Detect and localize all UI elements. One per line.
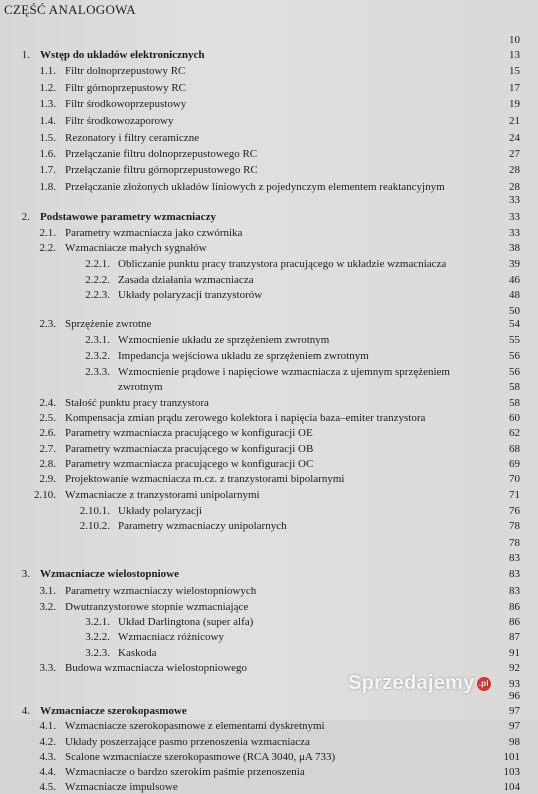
toc-entry-number: 2.3. bbox=[39, 318, 56, 330]
toc-entry-number: 3.1. bbox=[39, 585, 56, 597]
toc-entry-page: 91 bbox=[509, 647, 520, 659]
toc-entry-number: 2.1. bbox=[39, 227, 56, 239]
toc-entry-title: Dwutranzystorowe stopnie wzmacniające bbox=[65, 601, 249, 613]
toc-entry bbox=[0, 180, 520, 194]
toc-entry-title: Wzmacniacze wielostopniowe bbox=[40, 568, 179, 580]
toc-entry-title: Filtr środkowoprzepustowy bbox=[65, 98, 187, 110]
toc-entry-page: 104 bbox=[503, 781, 520, 793]
toc-entry-page: 13 bbox=[509, 49, 520, 61]
toc-entry bbox=[0, 97, 520, 111]
toc-entry-page: 62 bbox=[509, 427, 520, 439]
toc-entry bbox=[0, 630, 520, 644]
toc-entry-number: 2.2.1. bbox=[85, 258, 110, 270]
toc-entry-title: Kaskoda bbox=[118, 647, 157, 659]
toc-entry-page: 92 bbox=[509, 662, 520, 674]
toc-entry-number: 3.2.2. bbox=[85, 631, 110, 643]
toc-entry bbox=[0, 193, 520, 207]
toc-entry-number: 1.3. bbox=[39, 98, 56, 110]
toc-entry-number: 2.8. bbox=[39, 458, 56, 470]
toc-entry bbox=[0, 442, 520, 456]
toc-entry-title: Rezonatory i filtry ceramiczne bbox=[65, 132, 200, 144]
toc-entry bbox=[0, 241, 520, 255]
toc-entry-number: 1.6. bbox=[39, 148, 56, 160]
toc-entry bbox=[0, 210, 520, 224]
toc-entry bbox=[0, 64, 520, 78]
toc-entry bbox=[0, 504, 520, 518]
toc-entry-number: 2.10.2. bbox=[79, 520, 110, 532]
toc-entry-number: 3.3. bbox=[39, 662, 56, 674]
toc-entry-page: 56 bbox=[509, 350, 520, 362]
toc-entry-number: 2.5. bbox=[39, 412, 56, 424]
toc-entry bbox=[0, 584, 520, 598]
toc-entry bbox=[0, 396, 520, 410]
toc-entry-number: 2. bbox=[21, 211, 30, 223]
toc-entry-page: 98 bbox=[509, 736, 520, 748]
toc-entry-title: Parametry wzmacniacza jako czwórnika bbox=[65, 227, 243, 239]
toc-entry-page: 38 bbox=[509, 242, 520, 254]
toc-entry-title: Wzmacniacze szerokopasmowe z elementami dyskretnymi bbox=[65, 720, 325, 732]
toc-entry-page: 76 bbox=[509, 505, 520, 517]
toc-entry-number: 2.10. bbox=[34, 489, 56, 501]
toc-entry-page: 78 bbox=[509, 537, 520, 549]
toc-entry-page: 83 bbox=[509, 552, 520, 564]
toc-entry-page: 60 bbox=[509, 412, 520, 424]
toc-entry-title: Wstęp do układów elektronicznych bbox=[40, 49, 205, 61]
toc-entry-title: Parametry wzmacniacza pracującego w konfiguracji OC bbox=[65, 458, 314, 470]
toc-entry-number: 1.7. bbox=[39, 164, 56, 176]
toc-entry bbox=[0, 519, 520, 533]
toc-entry-page: 19 bbox=[509, 98, 520, 110]
toc-entry-title: Wzmacniacze o bardzo szerokim paśmie przenoszenia bbox=[65, 766, 305, 778]
toc-entry-page: 96 bbox=[509, 690, 520, 702]
toc-entry-title: Przełączanie złożonych układów liniowych z pojedynczym elementem reaktancyjnym bbox=[65, 181, 445, 193]
toc-entry-page: 54 bbox=[509, 318, 520, 330]
toc-entry bbox=[0, 349, 520, 363]
toc-entry-title: Zasada działania wzmacniacza bbox=[118, 274, 254, 286]
toc-entry bbox=[0, 131, 520, 145]
toc-entry-title: Scalone wzmacniacze szerokopasmowe (RCA 3040, μA 733) bbox=[65, 751, 336, 763]
toc-entry-number: 2.2.3. bbox=[85, 289, 110, 301]
toc-entry bbox=[0, 48, 520, 62]
toc-entry-page: 68 bbox=[509, 443, 520, 455]
toc-entry bbox=[0, 317, 520, 331]
toc-entry bbox=[0, 147, 520, 161]
toc-entry-number: 1.4. bbox=[39, 115, 56, 127]
toc-entry-page: 28 bbox=[509, 164, 520, 176]
toc-entry-page: 28 bbox=[509, 181, 520, 193]
toc-entry bbox=[0, 615, 520, 629]
toc-entry-number: 2.2.2. bbox=[85, 274, 110, 286]
toc-entry bbox=[0, 33, 520, 47]
watermark-logo-icon: .pl bbox=[477, 677, 491, 691]
toc-entry bbox=[0, 273, 520, 287]
toc-entry-page: 83 bbox=[509, 585, 520, 597]
toc-entry-title: Sprzężenie zwrotne bbox=[65, 318, 152, 330]
toc-entry-page: 33 bbox=[509, 227, 520, 239]
toc-entry bbox=[0, 646, 520, 660]
toc-entry-page: 69 bbox=[509, 458, 520, 470]
toc-entry-title: Parametry wzmacniacza pracującego w konfiguracji OB bbox=[65, 443, 314, 455]
toc-entry bbox=[0, 426, 520, 440]
section-header: CZĘŚĆ ANALOGOWA bbox=[4, 2, 136, 17]
toc-entry-title: Kompensacja zmian prądu zerowego kolektora i napięcia baza–emiter tranzystora bbox=[65, 412, 426, 424]
toc-entry-page: 97 bbox=[509, 720, 520, 732]
toc-entry bbox=[0, 288, 520, 302]
toc-entry-page: 58 bbox=[509, 381, 520, 393]
toc-entry-page: 83 bbox=[509, 568, 520, 580]
toc-entry bbox=[0, 551, 520, 565]
toc-entry-number: 2.3.3. bbox=[85, 366, 110, 378]
toc-entry-page: 58 bbox=[509, 397, 520, 409]
toc-entry-title: Obliczanie punktu pracy tranzystora pracującego w układzie wzmacniacza bbox=[118, 258, 447, 270]
toc-entry-number: 3.2.3. bbox=[85, 647, 110, 659]
toc-entry-page: 50 bbox=[509, 305, 520, 317]
toc-entry bbox=[0, 411, 520, 425]
toc-entry-page: 27 bbox=[509, 148, 520, 160]
toc-entry-page: 48 bbox=[509, 289, 520, 301]
toc-entry-title: Impedancja wejściowa układu ze sprzężeniem zwrotnym bbox=[118, 350, 369, 362]
toc-entry-number: 4. bbox=[21, 705, 30, 717]
toc-entry bbox=[0, 304, 520, 318]
toc-entry-title: zwrotnym bbox=[118, 381, 163, 393]
toc-entry-number: 4.1. bbox=[39, 720, 56, 732]
toc-entry-number: 2.7. bbox=[39, 443, 56, 455]
toc-entry bbox=[0, 333, 520, 347]
toc-entry-page: 10 bbox=[509, 34, 520, 46]
toc-entry-page: 24 bbox=[509, 132, 520, 144]
toc-entry-number: 1.2. bbox=[39, 82, 56, 94]
toc-entry-title: Wzmacniacze impulsowe bbox=[65, 781, 178, 793]
toc-entry-page: 103 bbox=[503, 766, 520, 778]
toc-entry-number: 2.6. bbox=[39, 427, 56, 439]
toc-entry bbox=[0, 780, 520, 794]
toc-entry-title: Parametry wzmacniaczy unipolarnych bbox=[118, 520, 287, 532]
toc-entry-page: 101 bbox=[503, 751, 520, 763]
toc-entry-number: 4.5. bbox=[39, 781, 56, 793]
toc-entry-page: 46 bbox=[509, 274, 520, 286]
toc-entry-number: 4.2. bbox=[39, 736, 56, 748]
toc-entry-title: Wzmacniacze szerokopasmowe bbox=[40, 705, 187, 717]
toc-entry-title: Budowa wzmacniacza wielostopniowego bbox=[65, 662, 248, 674]
watermark bbox=[348, 672, 491, 695]
toc-entry bbox=[0, 735, 520, 749]
toc-entry-title: Filtr górnoprzepustowy RC bbox=[65, 82, 186, 94]
toc-entry-page: 86 bbox=[509, 616, 520, 628]
toc-entry-page: 56 bbox=[509, 366, 520, 378]
toc-entry-number: 2.3.2. bbox=[85, 350, 110, 362]
toc-entry bbox=[0, 704, 520, 718]
toc-entry-page: 71 bbox=[509, 489, 520, 501]
toc-entry-title: Parametry wzmacniaczy wielostopniowych bbox=[65, 585, 257, 597]
toc-entry bbox=[0, 472, 520, 486]
toc-entry-page: 93 bbox=[509, 678, 520, 690]
toc-entry bbox=[0, 567, 520, 581]
toc-entry-title: Podstawowe parametry wzmacniaczy bbox=[40, 211, 216, 223]
toc-entry-title: Układy polaryzacji tranzystorów bbox=[118, 289, 263, 301]
toc-entry-title: Wzmocnienie układu ze sprzężeniem zwrotnym bbox=[118, 334, 330, 346]
toc-entry-page: 86 bbox=[509, 601, 520, 613]
toc-entry bbox=[0, 114, 520, 128]
toc-entry-title: Wzmacniacze z tranzystorami unipolarnymi bbox=[65, 489, 260, 501]
toc-entry-number: 4.3. bbox=[39, 751, 56, 763]
toc-entry-number: 1. bbox=[21, 49, 30, 61]
toc-entry-number: 2.2. bbox=[39, 242, 56, 254]
toc-entry-title: Wzmocnienie prądowe i napięciowe wzmacniacza z ujemnym sprzężeniem bbox=[118, 366, 450, 378]
toc-entry bbox=[0, 365, 520, 379]
toc-entry-title: Filtr środkowozaporowy bbox=[65, 115, 174, 127]
watermark-text: Sprzedajemy bbox=[348, 672, 475, 694]
toc-entry-title: Stałość punktu pracy tranzystora bbox=[65, 397, 209, 409]
toc-entry-page: 70 bbox=[509, 473, 520, 485]
toc-entry-title: Układ Darlingtona (super alfa) bbox=[118, 616, 254, 628]
toc-entry-page: 21 bbox=[509, 115, 520, 127]
toc-entry bbox=[0, 750, 520, 764]
toc-entry-title: Projektowanie wzmacniacza m.cz. z tranzystorami bipolarnymi bbox=[65, 473, 345, 485]
toc-entry-title: Układy polaryzacji bbox=[118, 505, 202, 517]
toc-entry-number: 2.10.1. bbox=[79, 505, 110, 517]
toc-entry-title: Filtr dolnoprzepustowy RC bbox=[65, 65, 186, 77]
toc-entry-page: 17 bbox=[509, 82, 520, 94]
toc-entry-number: 1.8. bbox=[39, 181, 56, 193]
toc-entry-number: 1.5. bbox=[39, 132, 56, 144]
toc-entry-page: 15 bbox=[509, 65, 520, 77]
toc-entry-number: 3. bbox=[21, 568, 30, 580]
toc-entry-title: Przełączanie filtru dolnoprzepustowego RC bbox=[65, 148, 258, 160]
toc-entry bbox=[0, 163, 520, 177]
toc-entry-number: 4.4. bbox=[39, 766, 56, 778]
toc-entry bbox=[0, 226, 520, 240]
toc-entry-title: Parametry wzmacniacza pracującego w konfiguracji OE bbox=[65, 427, 313, 439]
toc-entry-title: Układy poszerzające pasmo przenoszenia wzmacniacza bbox=[65, 736, 310, 748]
toc-entry-number: 2.4. bbox=[39, 397, 56, 409]
toc-entry-number: 2.9. bbox=[39, 473, 56, 485]
toc-entry bbox=[0, 765, 520, 779]
toc-entry-number: 3.2.1. bbox=[85, 616, 110, 628]
toc-entry bbox=[0, 600, 520, 614]
toc-entry-title: Przełączanie filtru górnoprzepustowego RC bbox=[65, 164, 258, 176]
toc-entry-number: 3.2. bbox=[39, 601, 56, 613]
toc-entry-number: 2.3.1. bbox=[85, 334, 110, 346]
toc-entry bbox=[0, 719, 520, 733]
toc-entry bbox=[0, 81, 520, 95]
toc-entry-page: 87 bbox=[509, 631, 520, 643]
toc-entry bbox=[0, 380, 520, 394]
toc-entry-page: 33 bbox=[509, 194, 520, 206]
toc-entry-number: 1.1. bbox=[39, 65, 56, 77]
toc-entry bbox=[0, 257, 520, 271]
toc-entry-page: 97 bbox=[509, 705, 520, 717]
toc-entry-title: Wzmacniacz różnicowy bbox=[118, 631, 224, 643]
toc-entry-page: 78 bbox=[509, 520, 520, 532]
toc-entry bbox=[0, 536, 520, 550]
toc-entry-page: 39 bbox=[509, 258, 520, 270]
toc-entry-page: 33 bbox=[509, 211, 520, 223]
toc-entry-page: 55 bbox=[509, 334, 520, 346]
toc-entry bbox=[0, 488, 520, 502]
toc-entry-title: Wzmacniacze małych sygnałów bbox=[65, 242, 207, 254]
toc-entry bbox=[0, 457, 520, 471]
